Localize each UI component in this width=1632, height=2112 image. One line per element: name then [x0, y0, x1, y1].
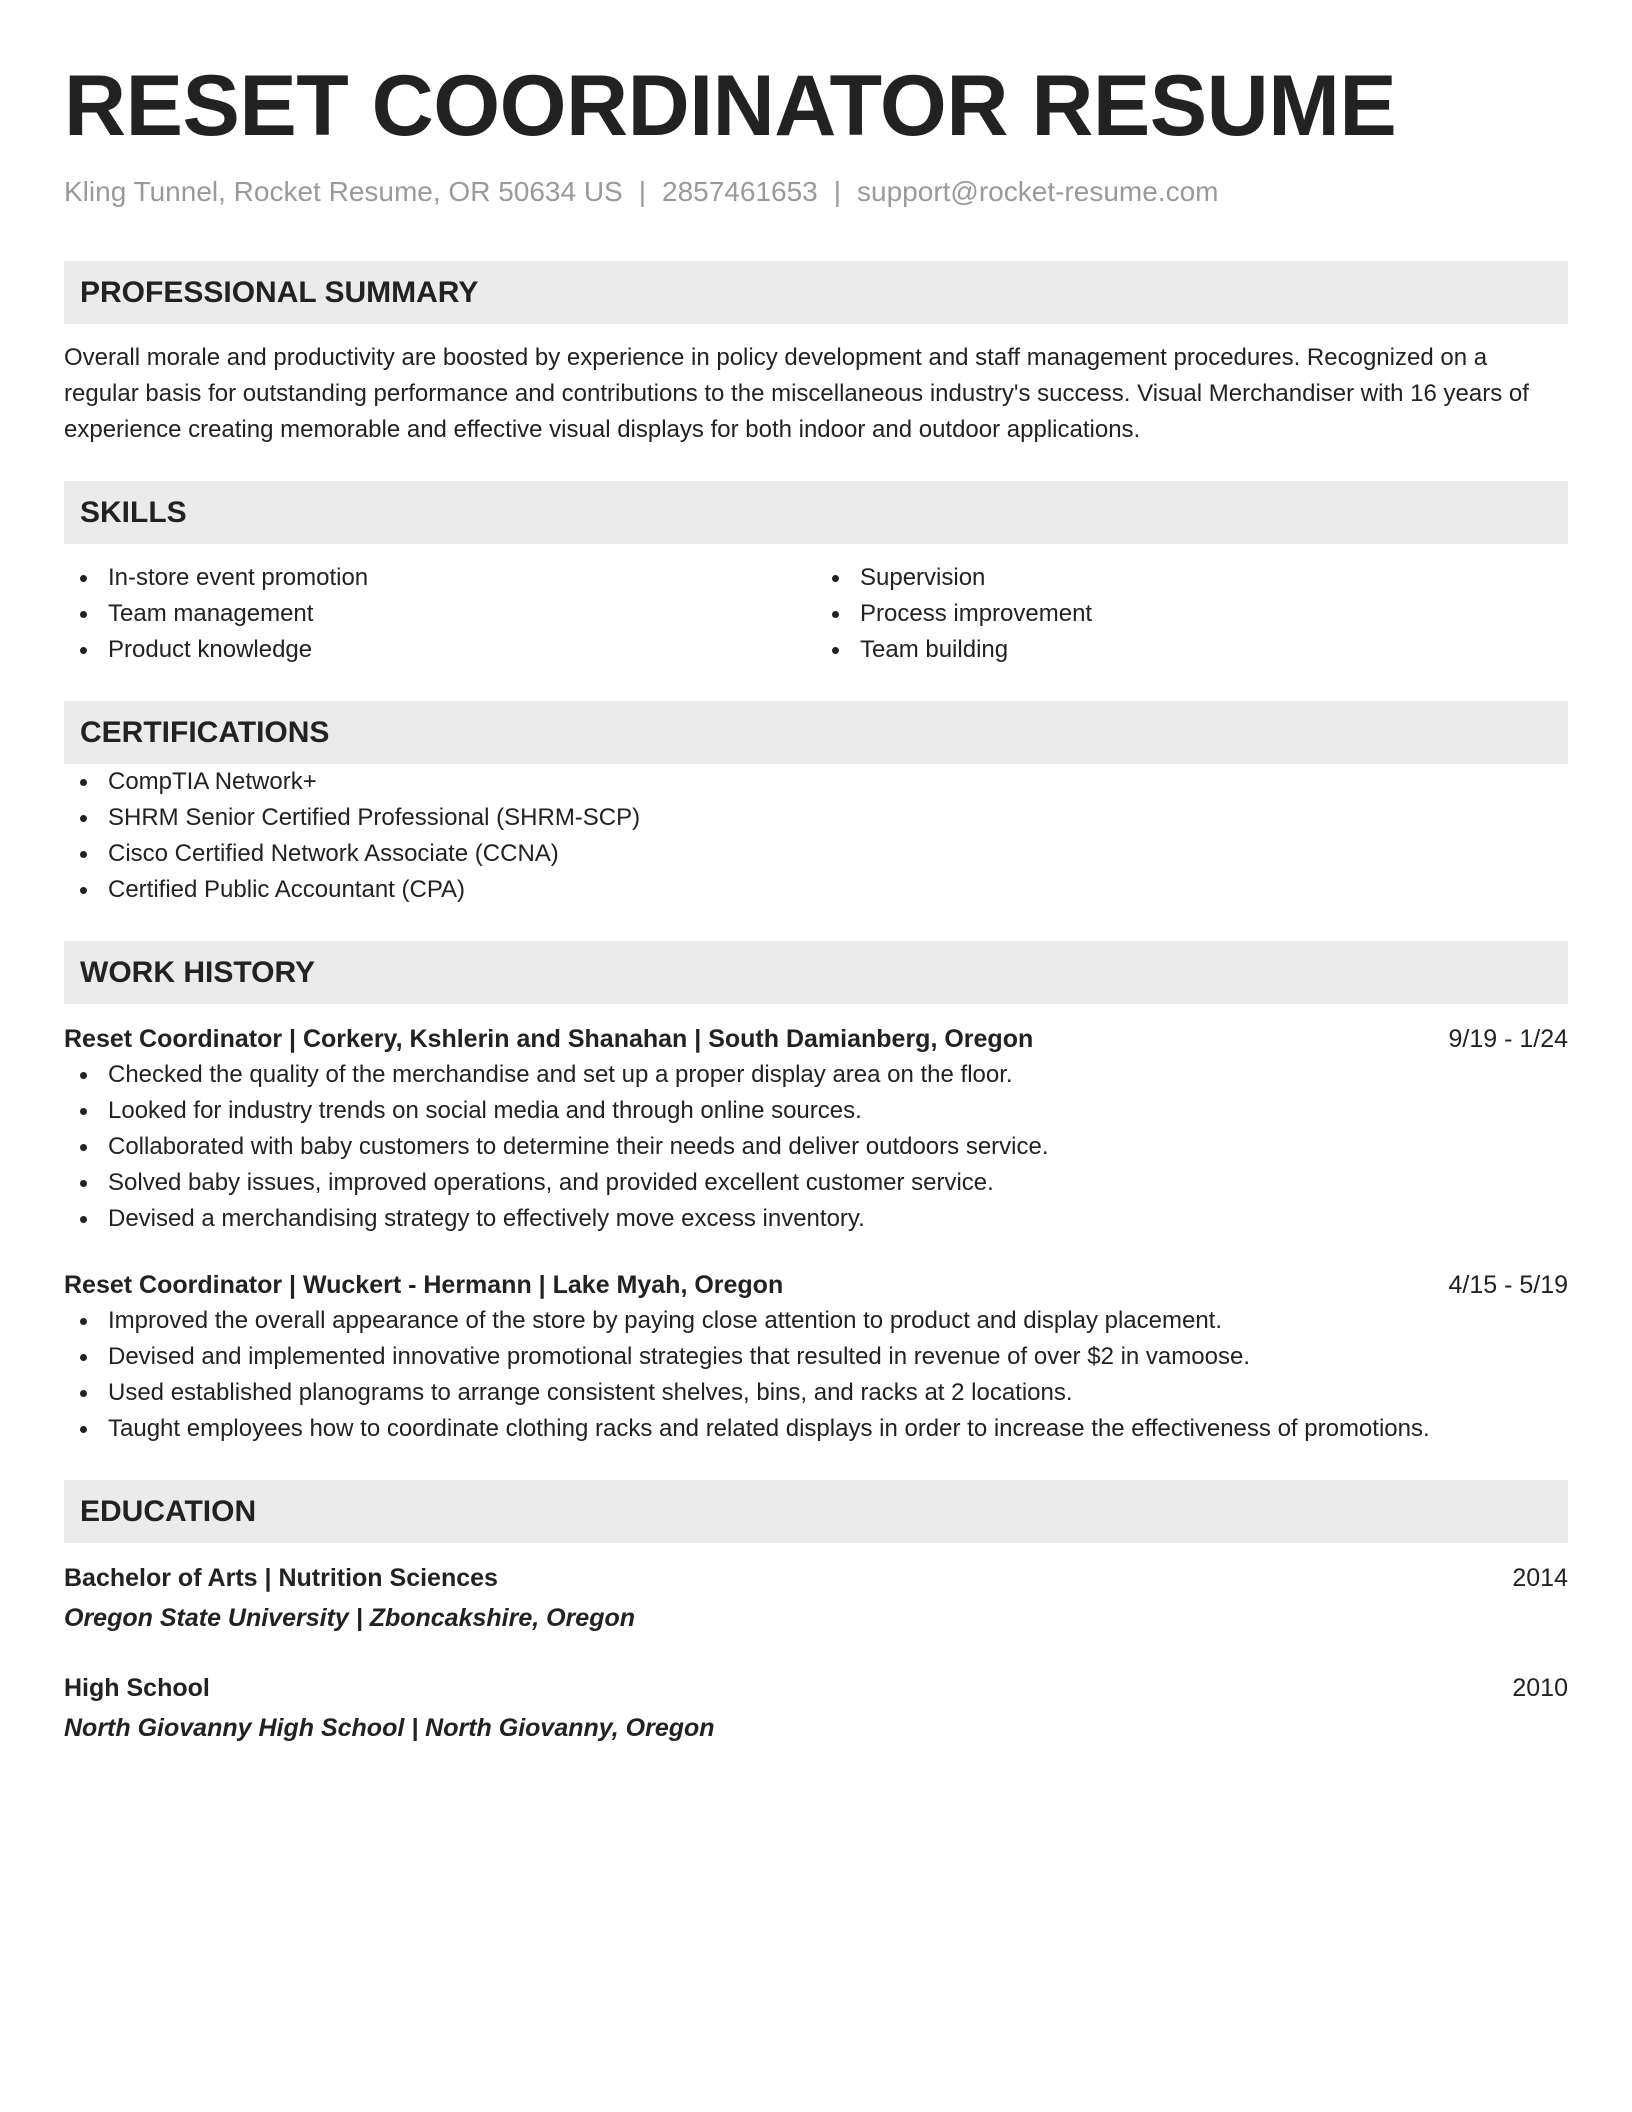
job-bullet: Checked the quality of the merchandise and set up a proper display area on the floor.: [64, 1057, 1568, 1093]
skill-item: Process improvement: [816, 596, 1568, 632]
summary-text: Overall morale and productivity are boosted by experience in policy development and staff management procedures. Recognized on a regular basis for outstanding performance and contributions to the miscellaneous industry's success. Visual Merchandiser with 16 years of experience creating memorable and effective visual displays for both indoor and outdoor applications.: [64, 344, 1529, 443]
job-bullet: Devised a merchandising strategy to effectively move excess inventory.: [64, 1201, 1568, 1237]
skill-item: Team building: [816, 632, 1568, 668]
skill-item: Product knowledge: [64, 632, 816, 668]
skills-grid: [64, 560, 1568, 668]
job-bullet: Looked for industry trends on social media and through online sources.: [64, 1093, 1568, 1129]
certification-item: Cisco Certified Network Associate (CCNA): [64, 836, 1568, 872]
job-entry: [64, 1267, 1568, 1447]
skills-column-left: [64, 560, 816, 668]
job-bullet: Used established planograms to arrange consistent shelves, bins, and racks at 2 locations.: [64, 1375, 1568, 1411]
education-year: 2010: [1512, 1674, 1568, 1702]
contact-email: support@rocket-resume.com: [857, 176, 1219, 207]
job-title: Reset Coordinator | Wuckert - Hermann | Lake Myah, Oregon: [64, 1271, 784, 1299]
education-header: [64, 1670, 1568, 1706]
job-bullets: [64, 1057, 1568, 1237]
contact-address: Kling Tunnel, Rocket Resume, OR 50634 US: [64, 176, 623, 207]
certification-item: CompTIA Network+: [64, 764, 1568, 800]
education-degree: High School: [64, 1674, 210, 1702]
education-header: [64, 1560, 1568, 1596]
summary-section-header: PROFESSIONAL SUMMARY: [64, 261, 1568, 324]
skill-item: Team management: [64, 596, 816, 632]
resume-title: RESET COORDINATOR RESUME: [64, 58, 1397, 154]
education-school: North Giovanny High School | North Giovanny, Oregon: [64, 1714, 715, 1742]
contact-phone: 2857461653: [662, 176, 818, 207]
job-header: [64, 1021, 1568, 1057]
contact-separator: |: [833, 176, 842, 207]
skills-column-right: [816, 560, 1568, 668]
contact-separator: |: [638, 176, 647, 207]
job-bullets: [64, 1303, 1568, 1447]
work-history-section-header: WORK HISTORY: [64, 941, 1568, 1004]
education-entry: [64, 1560, 1568, 1636]
job-bullet: Improved the overall appearance of the store by paying close attention to product and display placement.: [64, 1303, 1568, 1339]
job-dates: 9/19 - 1/24: [1448, 1025, 1568, 1053]
contact-line: [64, 174, 1568, 210]
job-dates: 4/15 - 5/19: [1448, 1271, 1568, 1299]
job-header: [64, 1267, 1568, 1303]
education-entry: [64, 1670, 1568, 1746]
job-bullet: Devised and implemented innovative promotional strategies that resulted in revenue of over $2 in vamoose.: [64, 1339, 1568, 1375]
certification-item: SHRM Senior Certified Professional (SHRM-SCP): [64, 800, 1568, 836]
skill-item: In-store event promotion: [64, 560, 816, 596]
education-year: 2014: [1512, 1564, 1568, 1592]
job-title: Reset Coordinator | Corkery, Kshlerin and Shanahan | South Damianberg, Oregon: [64, 1025, 1034, 1053]
skill-item: Supervision: [816, 560, 1568, 596]
education-degree: Bachelor of Arts | Nutrition Sciences: [64, 1564, 498, 1592]
skills-section-header: SKILLS: [64, 481, 1568, 544]
certifications-section-header: CERTIFICATIONS: [64, 701, 1568, 764]
certifications-list: [64, 764, 1568, 908]
education-section-header: EDUCATION: [64, 1480, 1568, 1543]
job-bullet: Solved baby issues, improved operations, and provided excellent customer service.: [64, 1165, 1568, 1201]
job-entry: [64, 1021, 1568, 1237]
job-bullet: Collaborated with baby customers to determine their needs and deliver outdoors service.: [64, 1129, 1568, 1165]
education-school: Oregon State University | Zboncakshire, Oregon: [64, 1604, 636, 1632]
job-bullet: Taught employees how to coordinate clothing racks and related displays in order to increase the effectiveness of promotions.: [64, 1411, 1568, 1447]
certification-item: Certified Public Accountant (CPA): [64, 872, 1568, 908]
